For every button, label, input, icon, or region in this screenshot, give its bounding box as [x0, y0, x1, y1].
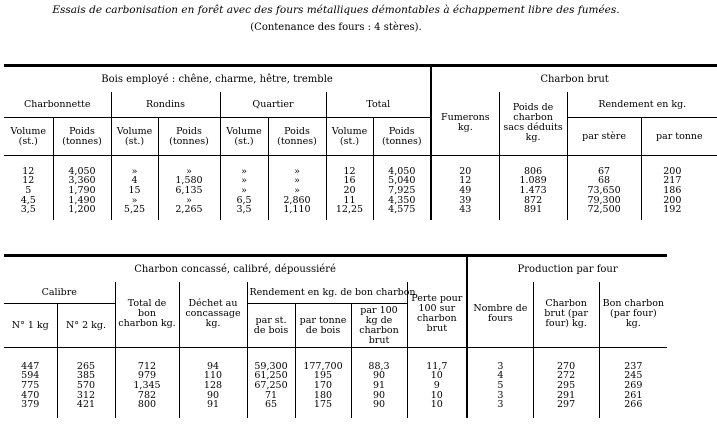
table-cell: 195: [313, 370, 333, 382]
table-cell: 447: [21, 360, 40, 372]
column-rondins-poids: [158, 156, 220, 220]
header-dechet: Déchet au concassage kg.: [179, 282, 247, 348]
table-cell: 4,5: [20, 194, 36, 206]
subgroup-rendement-bon-charbon: Rendement en kg. de bon charbon: [247, 282, 407, 304]
table-cell: 90: [372, 389, 386, 401]
table-cell: 291: [557, 389, 576, 401]
table-cell: 4: [131, 175, 138, 187]
column-fumerons: [431, 156, 499, 220]
table-cell: 6,5: [236, 194, 252, 206]
table-cell: 806: [523, 165, 543, 177]
table-cell: 979: [137, 370, 157, 382]
table-cell: 217: [663, 175, 682, 187]
table-cell: 3: [497, 360, 504, 372]
column-par-stere: [567, 156, 641, 220]
table-cell: 4,050: [388, 165, 416, 177]
table-cell: 1,110: [283, 204, 311, 216]
table-cell: 91: [206, 399, 220, 411]
table-cell: »: [294, 165, 300, 177]
header-poids: Poids (tonnes): [53, 118, 111, 156]
group-bois-employe-header: Bois employé : chêne, charme, hêtre, tremble: [4, 66, 431, 92]
table-cell: 265: [76, 360, 96, 372]
column-nombre-fours: [467, 348, 533, 418]
table-cell: 200: [663, 194, 682, 206]
table-cell: 90: [206, 389, 220, 401]
table-cell: 5: [497, 379, 504, 391]
table-cell: 385: [76, 370, 96, 382]
column-par-tonne: [641, 156, 717, 220]
table-cell: »: [241, 165, 247, 177]
header-bon-charbon-par-four: Bon charbon (par four) kg.: [602, 298, 665, 330]
table-cell: 10: [430, 389, 443, 401]
header-poids-charbon: Poids de charbon sacs déduits kg.: [499, 92, 567, 156]
table-cell: 261: [624, 389, 643, 401]
table-cell: 15: [128, 184, 141, 196]
table-cell: 10: [430, 370, 443, 382]
table-cell: 2,265: [175, 204, 203, 216]
header-volume: Volume (st.): [220, 118, 268, 156]
table-cell: 3: [497, 389, 504, 401]
table-cell: 12: [22, 165, 35, 177]
header-poids: Poids (tonnes): [373, 118, 431, 156]
table-cell: 79,300: [587, 194, 621, 206]
table-cell: 67,250: [254, 379, 288, 391]
column-no1: [4, 348, 57, 418]
table-cell: »: [131, 165, 138, 177]
table-cell: 73,650: [587, 184, 621, 196]
table-cell: »: [186, 194, 192, 206]
table-cell: 12: [459, 175, 472, 187]
column-par-100: [351, 348, 407, 418]
table-cell: 90: [372, 399, 386, 411]
table-cell: 1,580: [175, 175, 203, 187]
header-par-100-kg: par 100 kg de charbon brut: [351, 304, 407, 348]
table-cell: »: [294, 184, 300, 196]
table-cell: 891: [523, 204, 543, 216]
page-title: Essais de carbonisation en forêt avec des fours métalliques démontables à échappement libre des fumées.: [52, 4, 620, 16]
table-cell: 4: [497, 370, 504, 382]
table-cell: 110: [203, 370, 223, 382]
table-cell: 10: [430, 399, 443, 411]
table-cell: 5,25: [123, 204, 146, 216]
table-cell: 67: [598, 165, 611, 177]
table-cell: 12: [343, 165, 356, 177]
table-cell: 90: [372, 370, 386, 382]
table-cell: 872: [523, 194, 543, 206]
table-cell: 180: [313, 389, 333, 401]
table-cell: 3,5: [236, 204, 252, 216]
column-rondins-volume: [111, 156, 158, 220]
table-cell: »: [241, 184, 247, 196]
table-cell: 269: [624, 379, 643, 391]
table-cell: 3,360: [68, 175, 96, 187]
table-cell: »: [186, 165, 192, 177]
table-cell: 1.089: [519, 175, 547, 187]
table-cell: 245: [624, 370, 643, 382]
table-cell: 1,200: [68, 204, 96, 216]
table-cell: 12,25: [335, 204, 364, 216]
table-cell: 712: [137, 360, 157, 372]
table-cell: 570: [76, 379, 96, 391]
subgroup-calibre: Calibre: [4, 282, 115, 304]
header-no2: N° 2 kg.: [57, 304, 115, 348]
header-volume: Volume (st.): [111, 118, 158, 156]
table-cell: 43: [459, 204, 472, 216]
header-total-bon-charbon: Total de bon charbon kg.: [115, 282, 179, 348]
table-cell: 295: [557, 379, 576, 391]
header-par-stere: par stère: [567, 118, 641, 156]
table-cell: 68: [598, 175, 611, 187]
table-cell: 94: [206, 360, 220, 372]
table-cell: 1,345: [133, 379, 161, 391]
column-par-tonne: [295, 348, 351, 418]
table-cell: 1,790: [68, 184, 96, 196]
header-charbon-brut-par-four: Charbon brut (par four) kg.: [533, 282, 599, 348]
table-cell: 16: [343, 175, 356, 187]
table-cell: 312: [76, 389, 96, 401]
group-charbon-concasse-header: Charbon concassé, calibré, dépoussiéré: [4, 256, 467, 282]
table-cell: 782: [137, 389, 157, 401]
table-cell: 237: [624, 360, 643, 372]
table-cell: 20: [459, 165, 472, 177]
table-cell: 71: [264, 389, 278, 401]
table-cell: 7,925: [388, 184, 416, 196]
column-total: [115, 348, 179, 418]
table-cell: 2,860: [283, 194, 311, 206]
table-cell: 200: [663, 165, 682, 177]
table-cell: 12: [22, 175, 35, 187]
column-perte: [407, 348, 467, 418]
header-poids: Poids (tonnes): [158, 118, 220, 156]
table-cell: 3,5: [20, 204, 36, 216]
table-cell: 49: [459, 184, 472, 196]
charbon-concasse-table: [4, 254, 667, 418]
column-charbon-brut: [533, 348, 599, 418]
table-cell: 297: [557, 399, 576, 411]
page-subtitle: (Contenance des fours : 4 stères).: [250, 22, 422, 33]
subgroup-rondins: Rondins: [111, 92, 220, 118]
table-cell: 11: [343, 194, 356, 206]
table-cell: 170: [313, 379, 333, 391]
subgroup-rendement: Rendement en kg.: [567, 92, 717, 118]
table-cell: 4,050: [68, 165, 96, 177]
group-production-header: Production par four: [517, 263, 618, 275]
table-cell: 61,250: [254, 370, 288, 382]
subgroup-total: Total: [326, 92, 431, 118]
table-cell: 39: [459, 194, 472, 206]
table-cell: 88,3: [368, 360, 390, 372]
subgroup-charbonnette: Charbonnette: [4, 92, 111, 118]
table-cell: 177,700: [303, 360, 343, 372]
header-par-tonne: par tonne: [655, 131, 703, 142]
group-charbon-brut-header: Charbon brut: [540, 73, 609, 85]
table-cell: 192: [663, 204, 682, 216]
column-charbonnette-poids: [53, 156, 111, 220]
table-cell: 1,490: [68, 194, 96, 206]
table-cell: 272: [557, 370, 576, 382]
table-cell: 59,300: [254, 360, 288, 372]
carbonisation-table: [4, 64, 717, 220]
table-cell: 20: [343, 184, 356, 196]
table-cell: 1.473: [519, 184, 547, 196]
table-cell: 65: [264, 399, 278, 411]
header-volume: Volume (st.): [326, 118, 373, 156]
table-cell: 800: [137, 399, 157, 411]
header-perte: Perte pour 100 sur charbon brut: [407, 282, 467, 348]
column-charbonnette-volume: [4, 156, 53, 220]
table-cell: 9: [433, 379, 440, 391]
header-par-st-bois: par st. de bois: [247, 304, 295, 348]
table-cell: 266: [624, 399, 643, 411]
header-nombre-fours: Nombre de fours: [467, 282, 533, 348]
table-cell: 470: [21, 389, 40, 401]
subgroup-quartier: Quartier: [220, 92, 326, 118]
table-cell: 594: [21, 370, 40, 382]
table-cell: 175: [313, 399, 333, 411]
column-bon-charbon: [599, 348, 667, 418]
table-cell: 3: [497, 399, 504, 411]
column-no2: [57, 348, 115, 418]
table-cell: 4,350: [388, 194, 416, 206]
table-cell: 270: [557, 360, 576, 372]
table-cell: 128: [203, 379, 223, 391]
table-cell: 6,135: [175, 184, 203, 196]
table-cell: 421: [76, 399, 96, 411]
table-cell: 11,7: [426, 360, 448, 372]
header-par-tonne-bois: par tonne de bois: [295, 304, 351, 348]
column-quartier-poids: [268, 156, 326, 220]
table-cell: 379: [21, 399, 40, 411]
table-cell: »: [241, 175, 247, 187]
column-par-st: [247, 348, 295, 418]
header-poids: Poids (tonnes): [268, 118, 326, 156]
header-volume: Volume (st.): [4, 118, 53, 156]
header-fumerons: Fumerons kg.: [431, 92, 499, 156]
table-cell: 4,575: [388, 204, 416, 216]
table-cell: 775: [21, 379, 40, 391]
header-no1: N° 1 kg: [4, 304, 57, 348]
table-cell: 91: [372, 379, 386, 391]
table-cell: 5: [25, 184, 32, 196]
column-quartier-volume: [220, 156, 268, 220]
table-cell: »: [131, 194, 138, 206]
table-cell: 5,040: [388, 175, 416, 187]
table-cell: »: [294, 175, 300, 187]
column-poids-charbon: [499, 156, 567, 220]
table-cell: 72,500: [587, 204, 621, 216]
table-cell: 186: [663, 184, 682, 196]
column-dechet: [179, 348, 247, 418]
column-total-poids: [373, 156, 431, 220]
column-total-volume: [326, 156, 373, 220]
